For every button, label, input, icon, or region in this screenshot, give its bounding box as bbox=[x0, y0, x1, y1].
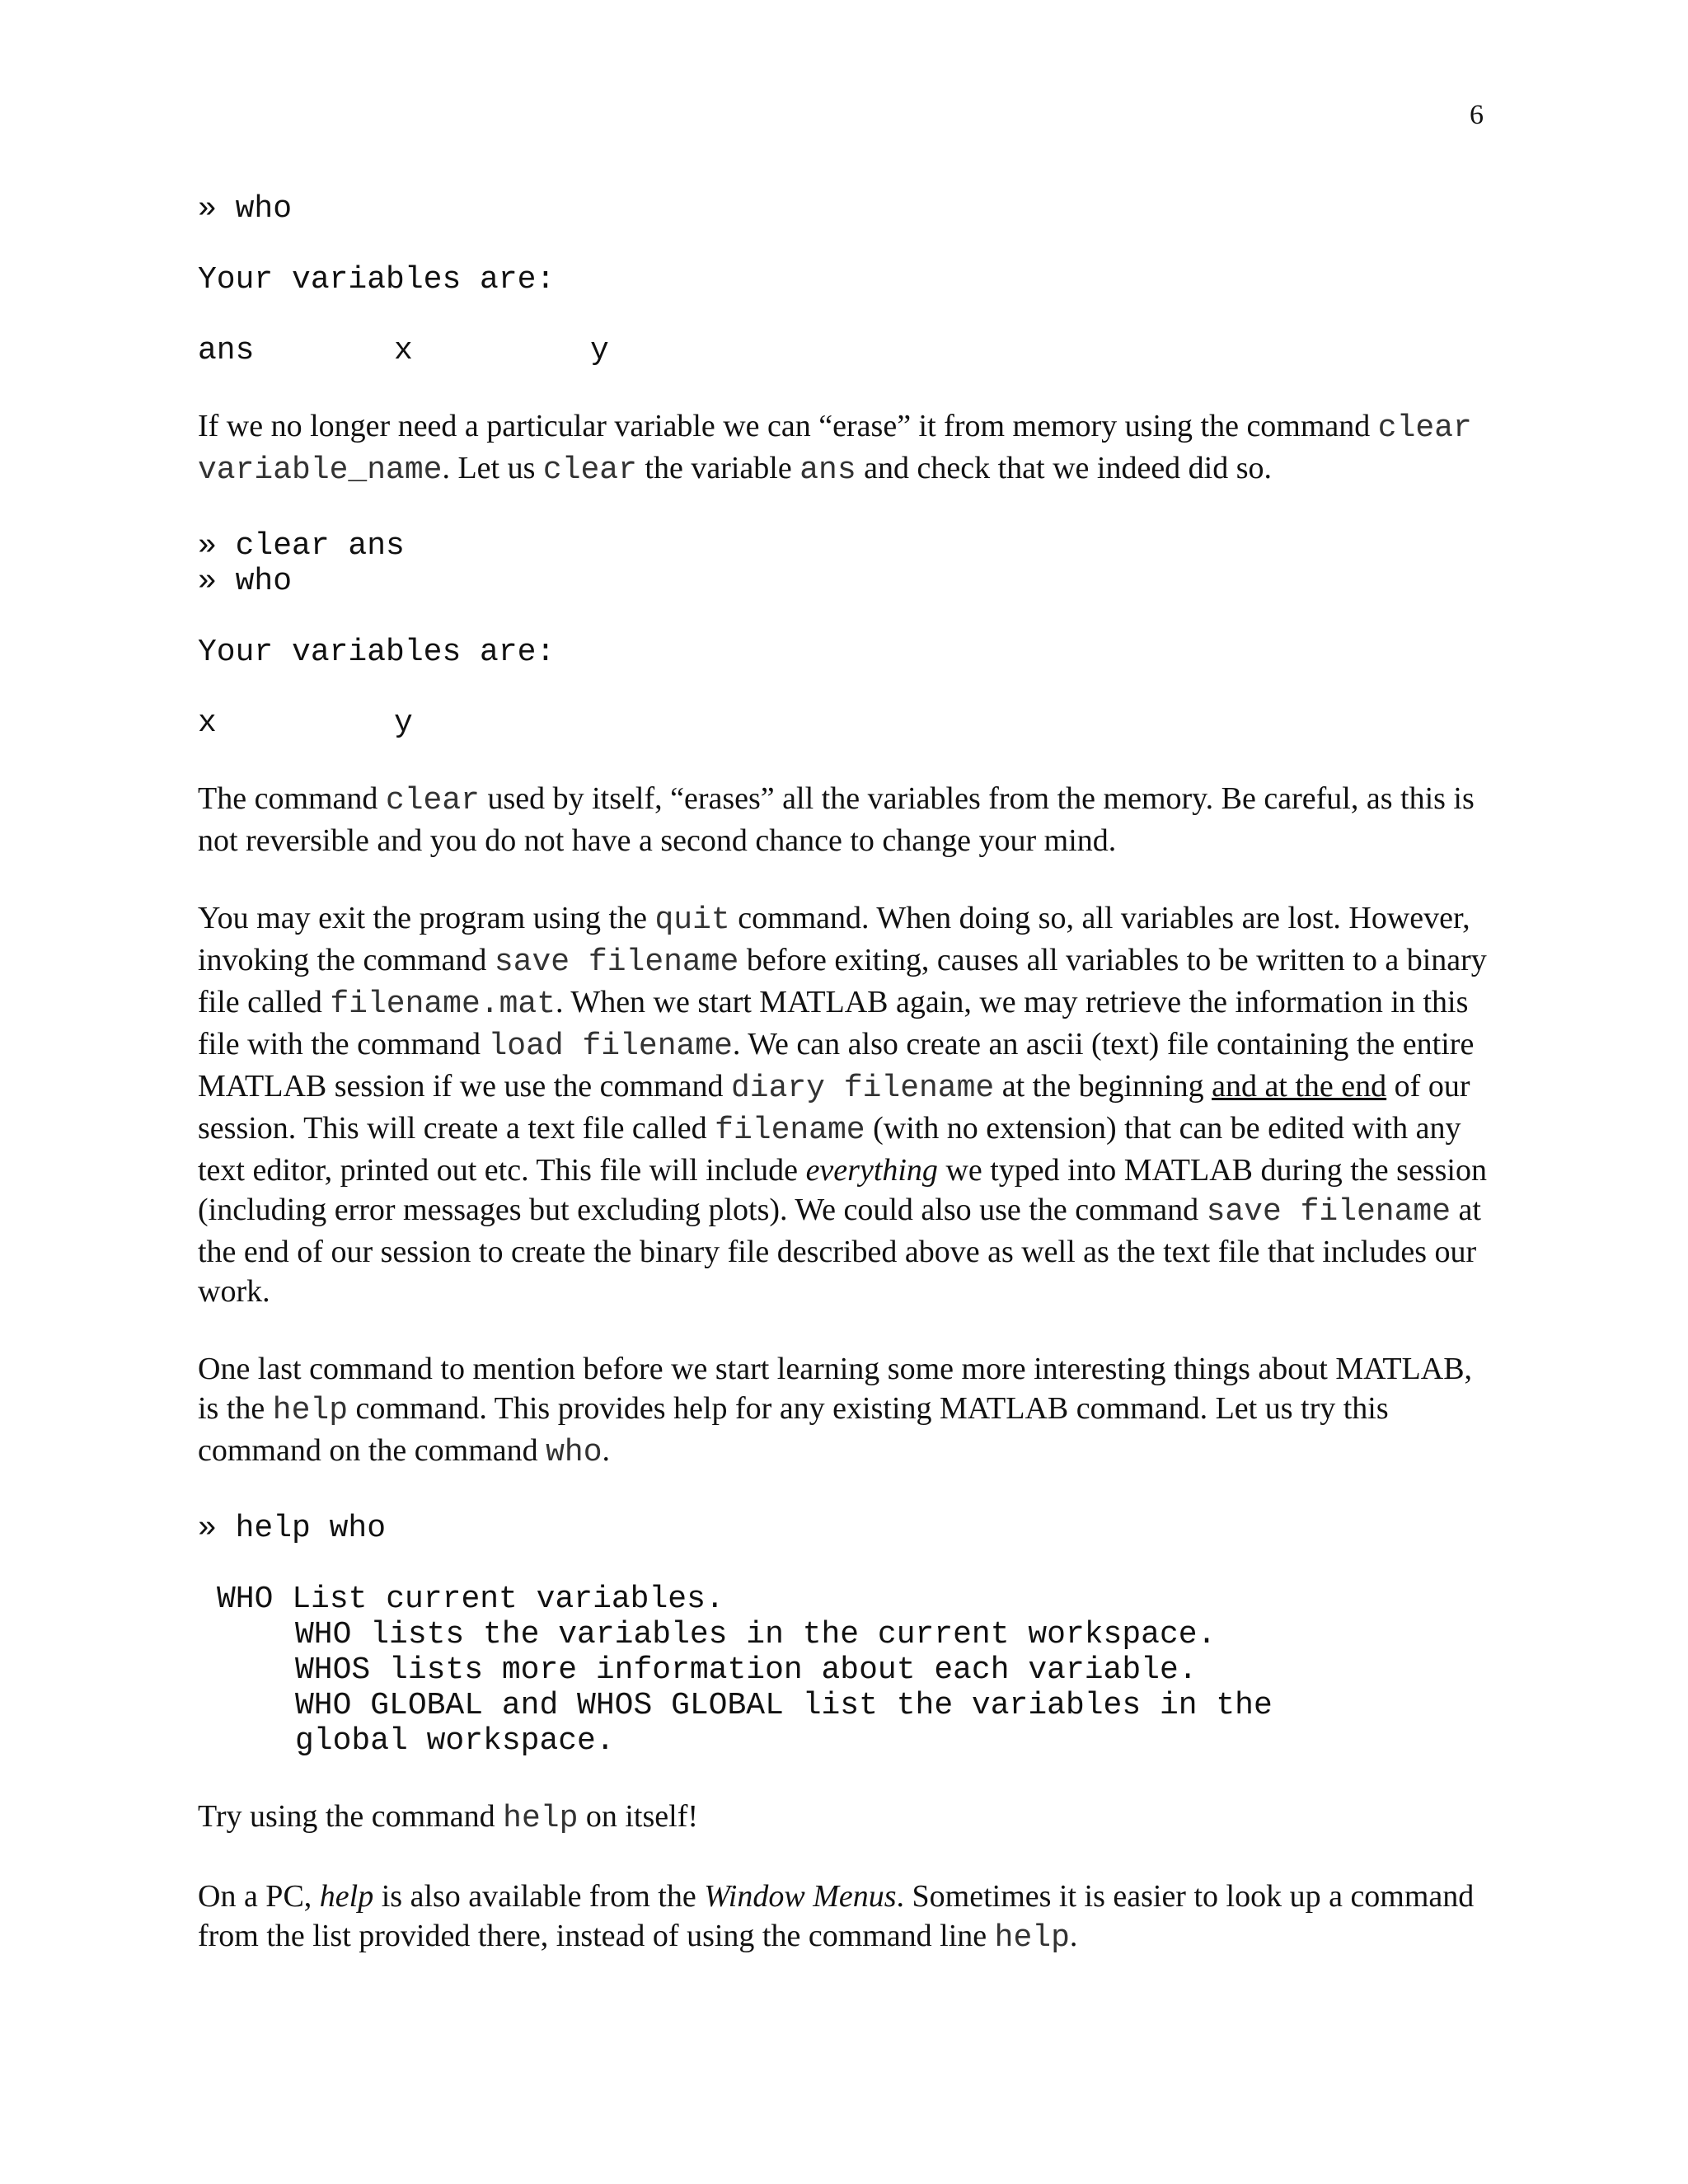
help-output-line-2: WHO lists the variables in the current workspace. bbox=[295, 1617, 1217, 1652]
underlined-and-at-the-end: and at the end bbox=[1212, 1069, 1387, 1104]
command-prompt-help-who: » help who bbox=[198, 1511, 387, 1546]
help-output-line-5: global workspace. bbox=[295, 1723, 615, 1759]
code-save-filename: save filename bbox=[494, 944, 739, 980]
variable-ans: ans bbox=[198, 333, 255, 368]
paragraph-clear-all: The command clear used by itself, “erases” all the variables from the memory. Be careful, as this is not reversible and you do not have a second chance to change your mind. bbox=[198, 781, 1475, 858]
emphasis-everything: everything bbox=[805, 1153, 938, 1188]
code-who: who bbox=[546, 1435, 603, 1470]
variables-list bbox=[198, 333, 1500, 368]
help-output-line-4: WHO GLOBAL and WHOS GLOBAL list the variables in the bbox=[295, 1688, 1273, 1723]
code-help-2: help bbox=[503, 1801, 579, 1836]
code-help: help bbox=[272, 1393, 348, 1428]
command-prompt-who: » who bbox=[198, 191, 293, 227]
variable-x-2: x bbox=[198, 705, 217, 741]
code-filename-mat: filename.mat bbox=[330, 987, 556, 1022]
code-ans: ans bbox=[799, 452, 856, 488]
page-content bbox=[198, 191, 1500, 1958]
paragraph-help-command: One last command to mention before we start learning some more interesting things about MATLAB, is the help command. This provides help for any existing MATLAB command. Let us try this command on the command who. bbox=[198, 1352, 1473, 1470]
page-number: 6 bbox=[1470, 100, 1484, 130]
emphasis-window-menus: Window Menus bbox=[704, 1879, 897, 1914]
code-save-filename-2: save filename bbox=[1206, 1194, 1451, 1230]
paragraph-clear-variable: If we no longer need a particular variable we can “erase” it from memory using the command clear variable_name. Let us clear the variable ans and check that we indeed did so. bbox=[198, 409, 1472, 488]
variables-heading-2: Your variables are: bbox=[198, 635, 556, 670]
code-load-filename: load filename bbox=[488, 1029, 733, 1064]
code-diary-filename: diary filename bbox=[730, 1071, 995, 1106]
paragraph-quit-save-diary: You may exit the program using the quit command. When doing so, all variables are lost. However, invoking the command save filename before exiting, causes all variables to be written to a binary file called filename.mat. When we start MATLAB again, we may retrieve the information in this file with the command load filename. We can also create an ascii (text) file containing the entire MATLAB session if we use the command diary filename at the beginning and at the end of our session. This will create a text file called filename (with no extension) that can be edited with any text editor, printed out etc. This file will include everything we typed into MATLAB during the session (including error messages but excluding plots). We could also use the command save filename at the end of our session to create the binary file described above as well as the text file that includes our work. bbox=[198, 901, 1487, 1309]
command-prompt-who-2: » who bbox=[198, 564, 293, 599]
paragraph-try-help: Try using the command help on itself! bbox=[198, 1799, 699, 1836]
code-clear-variable-name: clear variable_name bbox=[198, 410, 1472, 488]
code-help-3: help bbox=[994, 1920, 1070, 1956]
variable-y: y bbox=[590, 333, 609, 368]
command-prompt-clear-ans: » clear ans bbox=[198, 528, 405, 564]
help-output-line-3: WHOS lists more information about each variable. bbox=[295, 1652, 1198, 1688]
code-clear-2: clear bbox=[385, 783, 480, 818]
variables-list-2 bbox=[198, 705, 1500, 741]
code-clear: clear bbox=[542, 452, 637, 488]
emphasis-help: help bbox=[319, 1879, 374, 1914]
paragraph-pc-help: On a PC, help is also available from the Window Menus. Sometimes it is easier to look up a command from the list provided there, instead of using the command line help. bbox=[198, 1879, 1475, 1956]
help-output-line-1: WHO List current variables. bbox=[217, 1582, 724, 1617]
variables-heading: Your variables are: bbox=[198, 262, 556, 298]
variable-y-2: y bbox=[394, 705, 413, 741]
code-quit: quit bbox=[654, 902, 730, 938]
code-filename: filename bbox=[715, 1113, 865, 1148]
variable-x: x bbox=[394, 333, 413, 368]
